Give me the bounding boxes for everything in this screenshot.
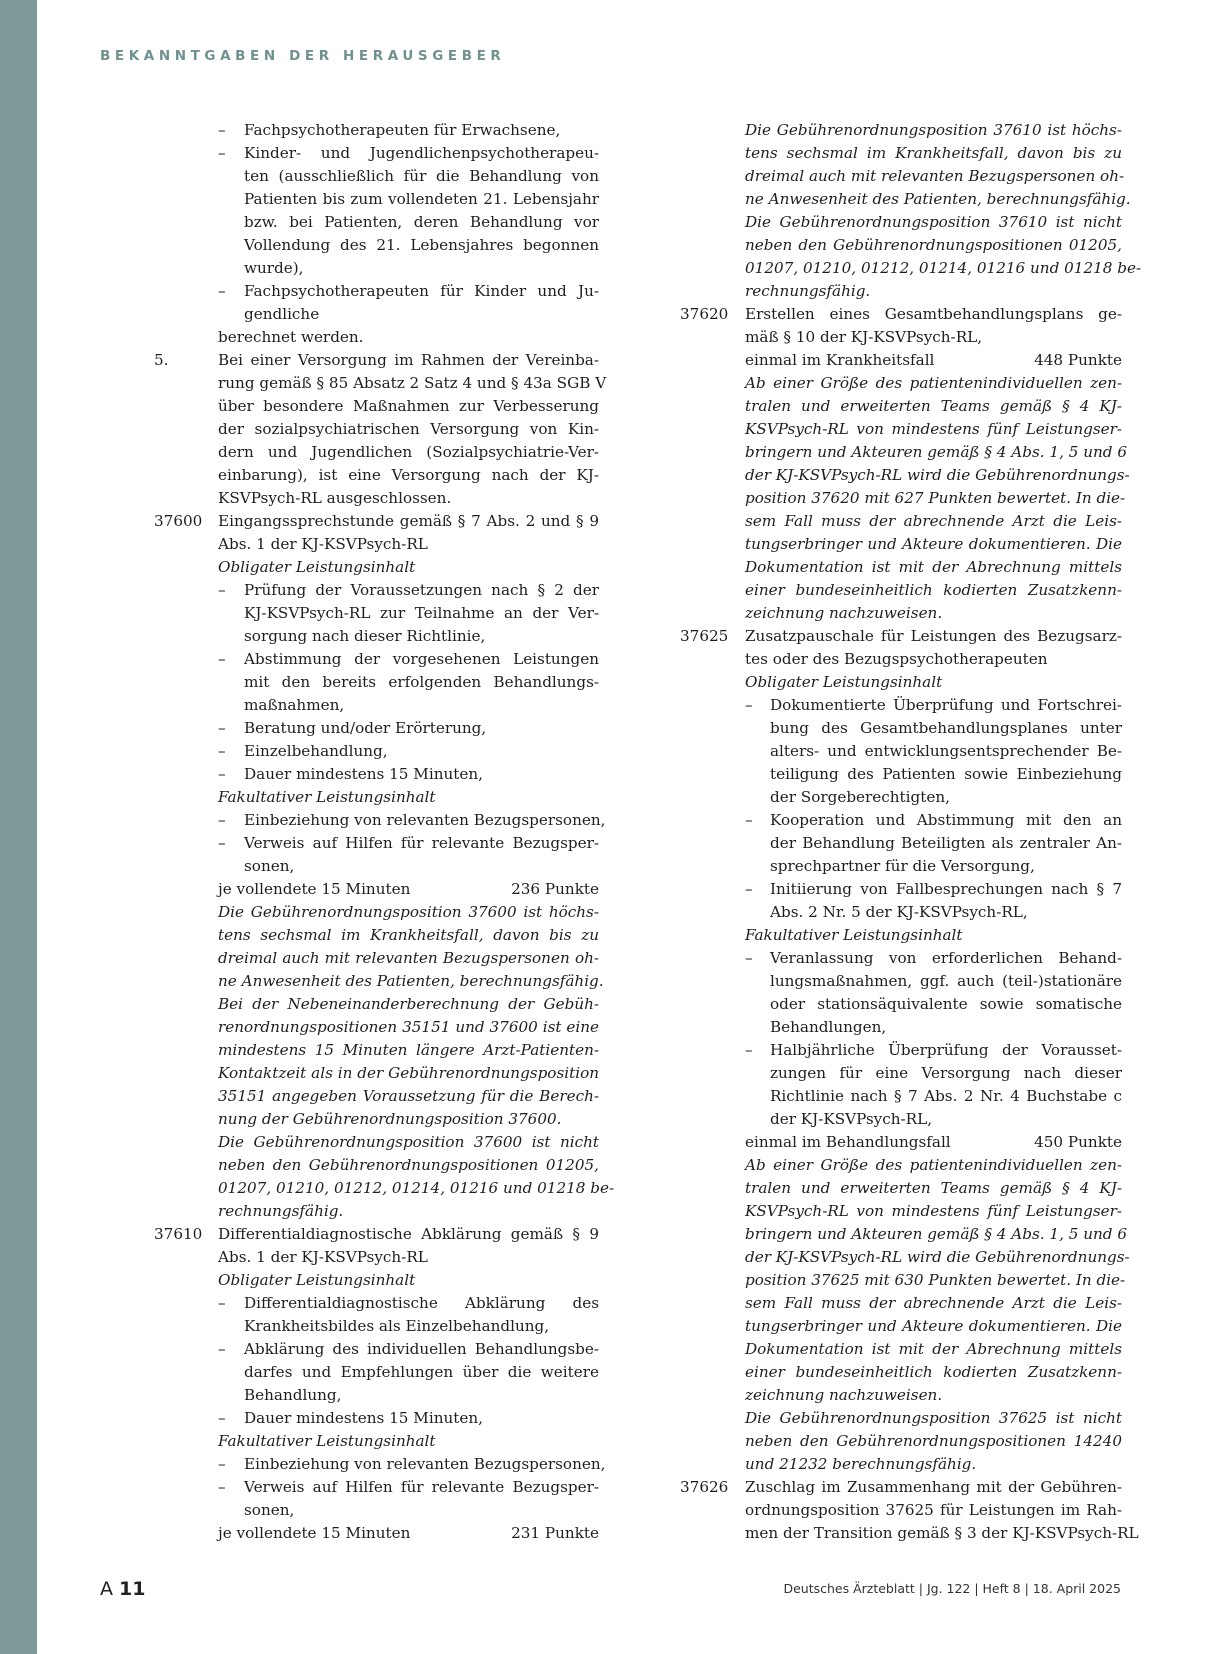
- line-text: rechnungsfähig.: [745, 282, 871, 300]
- text-line: [154, 671, 599, 694]
- line-text: tralen und erweiterten Teams gemäß § 4 KJ-: [745, 397, 1122, 415]
- text-line: [154, 165, 599, 188]
- line-text: Veranlassung von erforderlichen Behand-: [770, 949, 1122, 967]
- text-line: [680, 786, 1122, 809]
- line-text: renordnungspositionen 35151 und 37600 ist eine: [218, 1018, 599, 1036]
- italic-text-line: [680, 418, 1122, 441]
- text-line: [154, 418, 599, 441]
- line-text: neben den Gebührenordnungspositionen 14240: [745, 1432, 1122, 1450]
- dash-bullet-icon: –: [218, 1478, 226, 1496]
- line-text: Erstellen eines Gesamtbehandlungsplans ge-: [745, 305, 1122, 323]
- line-text: zeichnung nachzuweisen.: [745, 1386, 943, 1404]
- page-number-value: 11: [119, 1578, 146, 1600]
- bullet-item-line: [154, 579, 599, 602]
- line-text: einer bundeseinheitlich kodierten Zusatzkenn-: [745, 1363, 1122, 1381]
- line-text: berechnet werden.: [218, 328, 364, 346]
- line-text: Obligater Leistungsinhalt: [745, 673, 943, 691]
- text-line: [680, 740, 1122, 763]
- bullet-item-line: [154, 280, 599, 303]
- line-text: Halbjährliche Überprüfung der Vorausset-: [770, 1041, 1122, 1059]
- italic-text-line: [680, 1154, 1122, 1177]
- line-text: Initiierung von Fallbesprechungen nach § 7: [770, 880, 1122, 898]
- line-text: Richtlinie nach § 7 Abs. 2 Nr. 4 Buchstabe c: [770, 1087, 1122, 1105]
- line-text: der Behandlung Beteiligten als zentraler An-: [770, 834, 1122, 852]
- italic-text-line: [680, 579, 1122, 602]
- italic-text-line: [680, 602, 1122, 625]
- dash-bullet-icon: –: [218, 581, 226, 599]
- line-text: rechnungsfähig.: [218, 1202, 344, 1220]
- line-text: der KJ-KSVPsych-RL wird die Gebührenordnungs-: [745, 466, 1130, 484]
- italic-text-line: [154, 786, 599, 809]
- numbered-entry-line: [680, 625, 1122, 648]
- line-text: der sozialpsychiatrischen Versorgung von Kin-: [218, 420, 599, 438]
- line-text: position 37625 mit 630 Punkten bewertet. In die-: [745, 1271, 1126, 1289]
- line-text: Ab einer Größe des patientenindividuellen zen-: [745, 1156, 1122, 1174]
- line-text: Bei einer Versorgung im Rahmen der Vereinba-: [218, 351, 599, 369]
- text-line: [154, 1361, 599, 1384]
- text-line: [154, 441, 599, 464]
- dash-bullet-icon: –: [218, 650, 226, 668]
- line-text: bzw. bei Patienten, deren Behandlung vor: [244, 213, 599, 231]
- italic-text-line: [154, 993, 599, 1016]
- line-text: Abs. 1 der KJ-KSVPsych-RL: [218, 535, 428, 553]
- bullet-item-line: [680, 947, 1122, 970]
- dash-bullet-icon: –: [745, 880, 753, 898]
- dash-bullet-icon: –: [218, 282, 226, 300]
- line-text: Zusatzpauschale für Leistungen des Bezugsarz-: [745, 627, 1122, 645]
- bullet-item-line: [154, 1338, 599, 1361]
- line-text: Eingangssprechstunde gemäß § 7 Abs. 2 und § 9: [218, 512, 599, 530]
- line-text: Kontaktzeit als in der Gebührenordnungsposition: [218, 1064, 599, 1082]
- journal-citation: Deutsches Ärzteblatt | Jg. 122 | Heft 8 | 18. April 2025: [783, 1581, 1121, 1596]
- italic-text-line: [680, 487, 1126, 510]
- italic-text-line: [154, 1154, 599, 1177]
- line-text: zeichnung nachzuweisen.: [745, 604, 943, 622]
- bullet-item-line: [154, 119, 599, 142]
- line-text: Bei der Nebeneinanderberechnung der Gebüh-: [218, 995, 599, 1013]
- line-text: Obligater Leistungsinhalt: [218, 558, 416, 576]
- text-line: [154, 372, 607, 395]
- line-text: nung der Gebührenordnungsposition 37600.: [218, 1110, 562, 1128]
- line-text: KSVPsych-RL von mindestens fünf Leistungser-: [745, 420, 1122, 438]
- line-text: über besondere Maßnahmen zur Verbesserung: [218, 397, 599, 415]
- page-sidebar-stripe: [0, 0, 37, 1654]
- points-value: 450 Punkte: [1034, 1133, 1122, 1151]
- italic-text-line: [680, 119, 1122, 142]
- bullet-item-line: [154, 1292, 599, 1315]
- bullet-item-line: [154, 763, 599, 786]
- line-text: einmal im Krankheitsfall: [745, 351, 935, 369]
- line-text: Dokumentation ist mit der Abrechnung mittels: [745, 558, 1122, 576]
- entry-number: 5.: [154, 351, 169, 369]
- line-text: tens sechsmal im Krankheitsfall, davon bis zu: [218, 926, 599, 944]
- italic-text-line: [154, 1016, 599, 1039]
- line-text: darfes und Empfehlungen über die weitere: [244, 1363, 599, 1381]
- line-text: KSVPsych-RL ausgeschlossen.: [218, 489, 452, 507]
- text-line: [154, 395, 599, 418]
- bullet-item-line: [154, 740, 599, 763]
- line-text: Fakultativer Leistungsinhalt: [218, 788, 436, 806]
- line-text: KSVPsych-RL von mindestens fünf Leistungser-: [745, 1202, 1122, 1220]
- line-text: dreimal auch mit relevanten Bezugspersonen oh-: [218, 949, 599, 967]
- dash-bullet-icon: –: [218, 121, 226, 139]
- line-text: je vollendete 15 Minuten: [218, 880, 411, 898]
- text-line: [680, 326, 1122, 349]
- text-line: [680, 717, 1122, 740]
- line-text: 35151 angegeben Voraussetzung für die Berech-: [218, 1087, 599, 1105]
- line-text: Prüfung der Voraussetzungen nach § 2 der: [244, 581, 599, 599]
- italic-text-line: [154, 924, 599, 947]
- entry-number: 37610: [154, 1225, 203, 1243]
- italic-text-line: [680, 1292, 1122, 1315]
- line-text: sem Fall muss der abrechnende Arzt die Leis-: [745, 1294, 1122, 1312]
- text-line: [154, 326, 599, 349]
- line-text: wurde),: [244, 259, 304, 277]
- line-text: sonen,: [244, 857, 295, 875]
- dash-bullet-icon: –: [218, 811, 226, 829]
- italic-text-line: [680, 1430, 1122, 1453]
- line-text: Beratung und/oder Erörterung,: [244, 719, 487, 737]
- page-prefix: A: [100, 1578, 113, 1600]
- line-text: teiligung des Patienten sowie Einbeziehung: [770, 765, 1122, 783]
- dash-bullet-icon: –: [218, 719, 226, 737]
- line-text: dern und Jugendlichen (Sozialpsychiatrie-Ver-: [218, 443, 599, 461]
- line-text: gendliche: [244, 305, 320, 323]
- text-line: [680, 993, 1122, 1016]
- line-text: bung des Gesamtbehandlungsplanes unter: [770, 719, 1122, 737]
- line-text: sem Fall muss der abrechnende Arzt die Leis-: [745, 512, 1122, 530]
- italic-text-line: [680, 372, 1122, 395]
- bullet-item-line: [154, 1453, 606, 1476]
- italic-text-line: [154, 947, 599, 970]
- text-line: [154, 257, 599, 280]
- line-text: sprechpartner für die Versorgung,: [770, 857, 1035, 875]
- text-line: [680, 763, 1122, 786]
- line-text: Krankheitsbildes als Einzelbehandlung,: [244, 1317, 550, 1335]
- text-line: [154, 533, 599, 556]
- dash-bullet-icon: –: [218, 765, 226, 783]
- italic-text-line: [680, 280, 1122, 303]
- line-text: Die Gebührenordnungsposition 37600 ist höchs-: [218, 903, 599, 921]
- line-text: Abklärung des individuellen Behandlungsbe-: [244, 1340, 599, 1358]
- text-line: [154, 1522, 599, 1545]
- dash-bullet-icon: –: [218, 834, 226, 852]
- text-line: [154, 1499, 599, 1522]
- entry-number: 37600: [154, 512, 203, 530]
- italic-text-line: [680, 1315, 1122, 1338]
- left-column: [154, 119, 615, 1545]
- line-text: 01207, 01210, 01212, 01214, 01216 und 01218 be-: [745, 259, 1142, 277]
- italic-text-line: [680, 510, 1122, 533]
- dash-bullet-icon: –: [218, 144, 226, 162]
- text-line: [680, 1062, 1122, 1085]
- line-text: Kooperation und Abstimmung mit den an: [770, 811, 1122, 829]
- points-value: 236 Punkte: [511, 880, 599, 898]
- bullet-item-line: [154, 142, 599, 165]
- italic-text-line: [680, 1177, 1122, 1200]
- line-text: maßnahmen,: [244, 696, 345, 714]
- line-text: neben den Gebührenordnungspositionen 01205,: [745, 236, 1122, 254]
- line-text: neben den Gebührenordnungspositionen 01205,: [218, 1156, 599, 1174]
- line-text: men der Transition gemäß § 3 der KJ-KSVPsych-RL: [745, 1524, 1139, 1542]
- italic-text-line: [680, 234, 1122, 257]
- line-text: Die Gebührenordnungsposition 37610 ist höchs-: [745, 121, 1122, 139]
- line-text: Die Gebührenordnungsposition 37625 ist nicht: [745, 1409, 1122, 1427]
- right-column: [680, 119, 1142, 1545]
- text-line: [680, 349, 1122, 372]
- line-text: tralen und erweiterten Teams gemäß § 4 KJ-: [745, 1179, 1122, 1197]
- text-line: [154, 487, 599, 510]
- entry-number: 37626: [680, 1478, 729, 1496]
- line-text: Patienten bis zum vollendeten 21. Lebensjahr: [244, 190, 599, 208]
- italic-text-line: [680, 1200, 1122, 1223]
- text-line: [154, 464, 599, 487]
- italic-text-line: [680, 924, 1122, 947]
- bullet-item-line: [154, 648, 599, 671]
- text-line: [154, 1384, 599, 1407]
- line-text: ne Anwesenheit des Patienten, berechnungsfähig.: [218, 972, 604, 990]
- text-line: [154, 211, 599, 234]
- line-text: tungserbringer und Akteure dokumentieren. Die: [745, 535, 1122, 553]
- line-text: einer bundeseinheitlich kodierten Zusatzkenn-: [745, 581, 1122, 599]
- bullet-item-line: [154, 1407, 599, 1430]
- text-line: [680, 1522, 1139, 1545]
- line-text: sorgung nach dieser Richtlinie,: [244, 627, 486, 645]
- dash-bullet-icon: –: [745, 949, 753, 967]
- line-text: Einzelbehandlung,: [244, 742, 388, 760]
- line-text: mit den bereits erfolgenden Behandlungs-: [244, 673, 599, 691]
- line-text: der KJ-KSVPsych-RL wird die Gebührenordnungs-: [745, 1248, 1130, 1266]
- line-text: Behandlung,: [244, 1386, 342, 1404]
- line-text: oder stationsäquivalente sowie somatische: [770, 995, 1122, 1013]
- entry-number: 37620: [680, 305, 729, 323]
- italic-text-line: [680, 556, 1122, 579]
- text-line: [680, 901, 1122, 924]
- italic-text-line: [154, 1131, 599, 1154]
- text-line: [154, 303, 599, 326]
- line-text: bringern und Akteuren gemäß § 4 Abs. 1, 5 und 6: [745, 443, 1127, 461]
- line-text: tens sechsmal im Krankheitsfall, davon bis zu: [745, 144, 1122, 162]
- text-line: [154, 878, 599, 901]
- line-text: Fachpsychotherapeuten für Kinder und Ju-: [244, 282, 599, 300]
- points-value: 448 Punkte: [1034, 351, 1122, 369]
- line-text: tes oder des Bezugspsychotherapeuten: [745, 650, 1048, 668]
- italic-text-line: [680, 533, 1122, 556]
- line-text: Obligater Leistungsinhalt: [218, 1271, 416, 1289]
- bullet-item-line: [154, 717, 599, 740]
- text-line: [680, 855, 1122, 878]
- text-line: [680, 1108, 1122, 1131]
- dash-bullet-icon: –: [218, 1340, 226, 1358]
- italic-text-line: [680, 257, 1142, 280]
- italic-text-line: [680, 1269, 1126, 1292]
- numbered-entry-line: [154, 510, 599, 533]
- line-text: der KJ-KSVPsych-RL,: [770, 1110, 933, 1128]
- line-text: Kinder- und Jugendlichenpsychotherapeu-: [244, 144, 599, 162]
- italic-text-line: [680, 395, 1122, 418]
- dash-bullet-icon: –: [218, 742, 226, 760]
- line-text: Dauer mindestens 15 Minuten,: [244, 1409, 483, 1427]
- line-text: Fakultativer Leistungsinhalt: [745, 926, 963, 944]
- text-line: [680, 1499, 1122, 1522]
- italic-text-line: [154, 1039, 599, 1062]
- text-line: [680, 832, 1122, 855]
- line-text: Vollendung des 21. Lebensjahres begonnen: [244, 236, 599, 254]
- italic-text-line: [680, 1223, 1127, 1246]
- text-line: [154, 1315, 599, 1338]
- text-line: [680, 648, 1122, 671]
- italic-text-line: [680, 464, 1130, 487]
- line-text: je vollendete 15 Minuten: [218, 1524, 411, 1542]
- text-line: [154, 234, 599, 257]
- italic-text-line: [154, 1269, 599, 1292]
- text-line: [680, 970, 1122, 993]
- italic-text-line: [680, 165, 1125, 188]
- bullet-item-line: [680, 878, 1122, 901]
- line-text: Dokumentation ist mit der Abrechnung mittels: [745, 1340, 1122, 1358]
- text-line: [680, 1085, 1122, 1108]
- line-text: der Sorgeberechtigten,: [770, 788, 950, 806]
- line-text: mäß § 10 der KJ-KSVPsych-RL,: [745, 328, 983, 346]
- line-text: dreimal auch mit relevanten Bezugspersonen oh-: [745, 167, 1125, 185]
- numbered-entry-line: [154, 1223, 599, 1246]
- line-text: sonen,: [244, 1501, 295, 1519]
- line-text: Behandlungen,: [770, 1018, 887, 1036]
- text-line: [154, 855, 599, 878]
- numbered-entry-line: [680, 303, 1122, 326]
- line-text: mindestens 15 Minuten längere Arzt-Patienten-: [218, 1041, 599, 1059]
- line-text: Verweis auf Hilfen für relevante Bezugsper-: [244, 1478, 599, 1496]
- italic-text-line: [154, 1108, 599, 1131]
- line-text: Einbeziehung von relevanten Bezugspersonen,: [244, 1455, 606, 1473]
- line-text: Abs. 1 der KJ-KSVPsych-RL: [218, 1248, 428, 1266]
- line-text: Abs. 2 Nr. 5 der KJ-KSVPsych-RL,: [770, 903, 1028, 921]
- italic-text-line: [680, 1361, 1122, 1384]
- line-text: und 21232 berechnungsfähig.: [745, 1455, 977, 1473]
- italic-text-line: [680, 211, 1122, 234]
- italic-text-line: [680, 1384, 1122, 1407]
- page-number: [100, 1578, 146, 1600]
- line-text: tungserbringer und Akteure dokumentieren. Die: [745, 1317, 1122, 1335]
- bullet-item-line: [680, 694, 1122, 717]
- line-text: ne Anwesenheit des Patienten, berechnungsfähig.: [745, 190, 1131, 208]
- line-text: Differentialdiagnostische Abklärung gemäß § 9: [218, 1225, 599, 1243]
- text-line: [154, 694, 599, 717]
- text-line: [154, 625, 599, 648]
- italic-text-line: [154, 970, 604, 993]
- line-text: Dauer mindestens 15 Minuten,: [244, 765, 483, 783]
- dash-bullet-icon: –: [745, 811, 753, 829]
- dash-bullet-icon: –: [218, 1409, 226, 1427]
- bullet-item-line: [154, 832, 599, 855]
- italic-text-line: [680, 671, 1122, 694]
- italic-text-line: [680, 142, 1122, 165]
- line-text: Ab einer Größe des patientenindividuellen zen-: [745, 374, 1122, 392]
- bullet-item-line: [680, 809, 1122, 832]
- line-text: Einbeziehung von relevanten Bezugspersonen,: [244, 811, 606, 829]
- line-text: position 37620 mit 627 Punkten bewertet. In die-: [745, 489, 1126, 507]
- italic-text-line: [680, 1338, 1122, 1361]
- text-line: [154, 602, 599, 625]
- italic-text-line: [154, 1177, 615, 1200]
- italic-text-line: [154, 1430, 599, 1453]
- line-text: Fakultativer Leistungsinhalt: [218, 1432, 436, 1450]
- line-text: bringern und Akteuren gemäß § 4 Abs. 1, 5 und 6: [745, 1225, 1127, 1243]
- italic-text-line: [154, 556, 599, 579]
- italic-text-line: [680, 1453, 1122, 1476]
- bullet-item-line: [154, 809, 606, 832]
- line-text: Zuschlag im Zusammenhang mit der Gebühren-: [745, 1478, 1122, 1496]
- line-text: einmal im Behandlungsfall: [745, 1133, 951, 1151]
- line-text: KJ-KSVPsych-RL zur Teilnahme an der Ver-: [244, 604, 599, 622]
- line-text: lungsmaßnahmen, ggf. auch (teil-)stationäre: [770, 972, 1122, 990]
- italic-text-line: [154, 1200, 599, 1223]
- line-text: Verweis auf Hilfen für relevante Bezugsper-: [244, 834, 599, 852]
- line-text: Dokumentierte Überprüfung und Fortschrei-: [770, 696, 1122, 714]
- italic-text-line: [680, 1246, 1130, 1269]
- line-text: Abstimmung der vorgesehenen Leistungen: [244, 650, 599, 668]
- line-text: Die Gebührenordnungsposition 37600 ist nicht: [218, 1133, 599, 1151]
- text-line: [680, 1016, 1122, 1039]
- italic-text-line: [154, 1062, 599, 1085]
- line-text: Fachpsychotherapeuten für Erwachsene,: [244, 121, 561, 139]
- text-line: [154, 188, 599, 211]
- bullet-item-line: [154, 1476, 599, 1499]
- line-text: einbarung), ist eine Versorgung nach der KJ-: [218, 466, 599, 484]
- italic-text-line: [680, 441, 1127, 464]
- line-text: Differentialdiagnostische Abklärung des: [244, 1294, 599, 1312]
- text-line: [680, 1131, 1122, 1154]
- italic-text-line: [154, 1085, 599, 1108]
- line-text: zungen für eine Versorgung nach dieser: [770, 1064, 1122, 1082]
- dash-bullet-icon: –: [745, 1041, 753, 1059]
- numbered-entry-line: [680, 1476, 1122, 1499]
- italic-text-line: [154, 901, 599, 924]
- section-header: BEKANNTGABEN DER HERAUSGEBER: [100, 48, 506, 64]
- line-text: ten (ausschließlich für die Behandlung von: [244, 167, 599, 185]
- line-text: Die Gebührenordnungsposition 37610 ist nicht: [745, 213, 1122, 231]
- italic-text-line: [680, 1407, 1122, 1430]
- line-text: ordnungsposition 37625 für Leistungen im Rah-: [745, 1501, 1122, 1519]
- dash-bullet-icon: –: [218, 1294, 226, 1312]
- numbered-entry-line: [154, 349, 599, 372]
- dash-bullet-icon: –: [218, 1455, 226, 1473]
- dash-bullet-icon: –: [745, 696, 753, 714]
- entry-number: 37625: [680, 627, 729, 645]
- line-text: alters- und entwicklungsentsprechender Be-: [770, 742, 1122, 760]
- line-text: rung gemäß § 85 Absatz 2 Satz 4 und § 43a SGB V: [218, 374, 607, 392]
- italic-text-line: [680, 188, 1131, 211]
- points-value: 231 Punkte: [511, 1524, 599, 1542]
- line-text: 01207, 01210, 01212, 01214, 01216 und 01218 be-: [218, 1179, 615, 1197]
- text-line: [154, 1246, 599, 1269]
- bullet-item-line: [680, 1039, 1122, 1062]
